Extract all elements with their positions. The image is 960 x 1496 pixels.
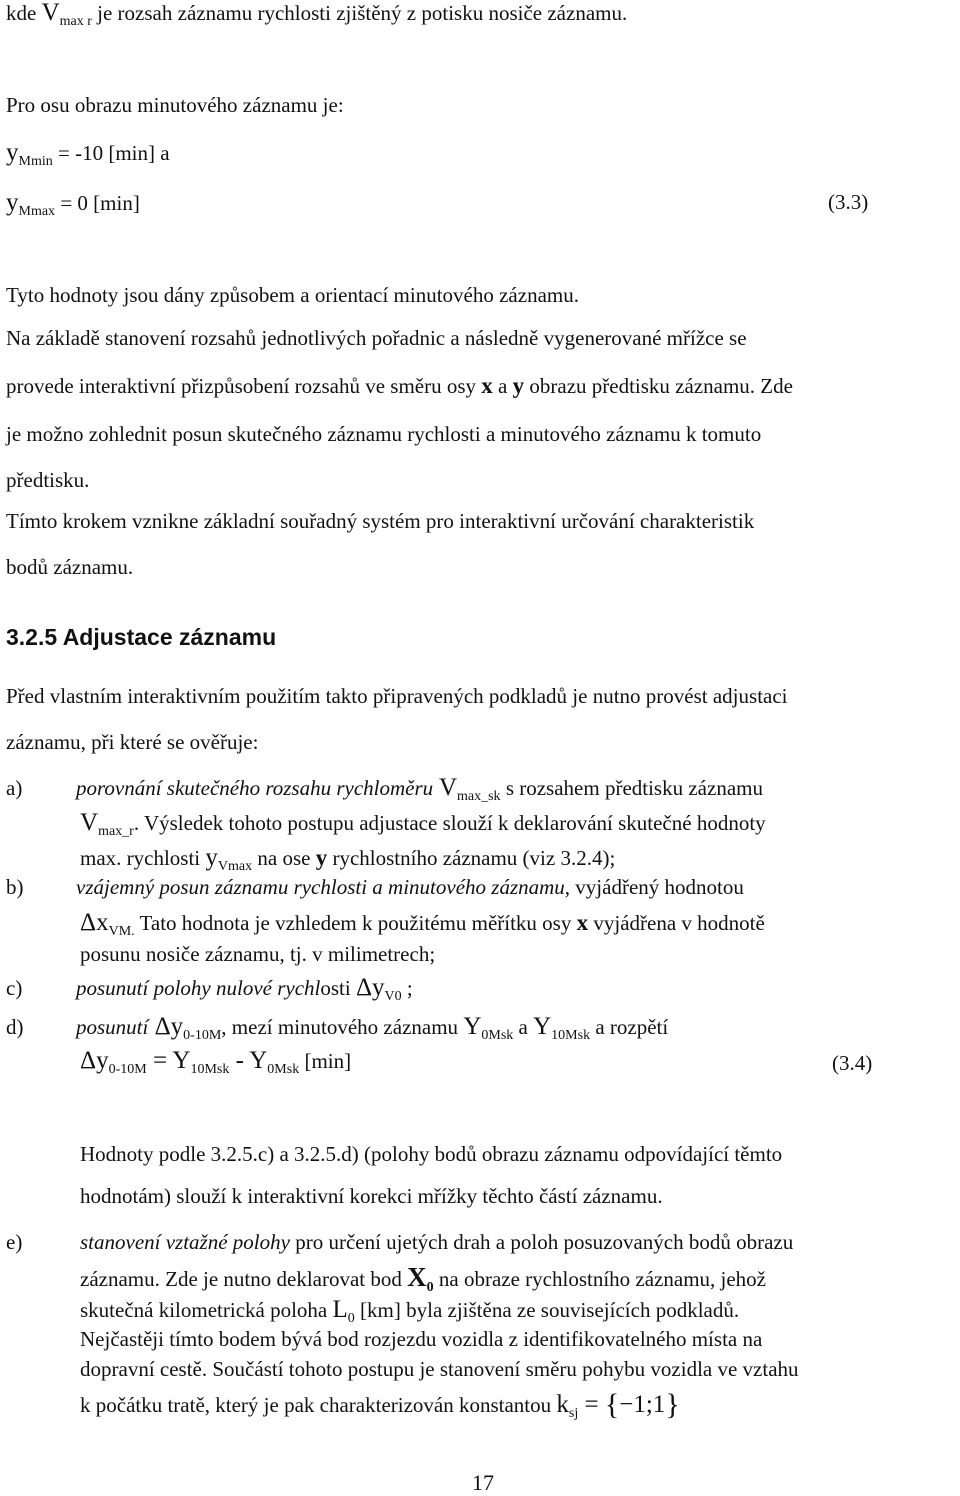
subscript: Mmin	[18, 154, 53, 169]
text: záznamu. Zde je nutno deklarovat bod	[80, 1267, 408, 1291]
text: rychlostního záznamu (viz 3.2.4);	[327, 846, 616, 870]
value: = -10 [min] a	[52, 141, 170, 165]
axis-x: x	[481, 373, 493, 398]
item-text	[76, 775, 763, 805]
subscript: max_r	[98, 824, 134, 839]
equals: =	[578, 1391, 605, 1418]
subscript: 0-10M	[183, 1028, 222, 1043]
value: = 0 [min]	[55, 191, 140, 215]
text: pro určení ujetých drah a poloh posuzovaných bodů obrazu	[289, 1230, 794, 1254]
subscript: V0	[384, 989, 402, 1004]
symbol-k: k	[556, 1391, 569, 1418]
list-item-b	[6, 874, 744, 900]
list-item-e-line4: Nejčastěji tímto bodem bývá bod rozjezdu vozidla z identifikovatelného místa na	[80, 1327, 763, 1351]
delta-symbol: Δy	[355, 974, 385, 1001]
list-label: e)	[6, 1230, 23, 1254]
page-number: 17	[472, 1470, 494, 1495]
list-label: d)	[6, 1015, 24, 1039]
list-item-a-line3	[80, 845, 615, 875]
text: k počátku tratě, který je pak charakterizován konstantou	[80, 1393, 557, 1417]
list-item-e-line3	[80, 1297, 739, 1327]
list-item-e-line2	[80, 1264, 766, 1296]
text: je rozsah záznamu rychlosti zjištěný z potisku nosiče záznamu.	[91, 1, 628, 25]
subscript: 0Msk	[481, 1028, 514, 1043]
list-item-e-line6	[80, 1390, 680, 1422]
delta-symbol: Δy	[80, 1047, 109, 1074]
symbol-v: V	[433, 774, 457, 801]
list-item-e	[6, 1229, 794, 1255]
item-text	[80, 1229, 793, 1255]
text: ;	[401, 976, 413, 1000]
text: obrazu předtisku záznamu. Zde	[524, 374, 793, 398]
paragraph-line: Tímto krokem vznikne základní souřadný systém pro interaktivní určování charakteristik	[6, 509, 755, 533]
paragraph-line: Na základě stanovení rozsahů jednotlivých pořadnic a následně vygenerované mřížce se	[6, 326, 747, 350]
axis-x: x	[576, 910, 589, 935]
subscript: Vmax	[217, 859, 253, 874]
text: , vyjádřený hodnotou	[564, 875, 744, 899]
item-text	[76, 1014, 668, 1044]
paragraph-line: Před vlastním interaktivním použitím takto připravených podkladů je nutno provést adjustaci	[6, 684, 788, 708]
text: na obraze rychlostního záznamu, jehož	[433, 1267, 767, 1291]
subscript: Mmax	[18, 204, 56, 219]
subscript: 10Msk	[190, 1062, 230, 1077]
item-text	[76, 874, 744, 900]
ymin-line	[6, 140, 170, 170]
paragraph-line: záznamu, při které se ověřuje:	[6, 730, 259, 754]
list-item-a	[6, 774, 763, 804]
note-line: Hodnoty podle 3.2.5.c) a 3.2.5.d) (polohy bodů obrazu záznamu odpovídající těmto	[80, 1142, 783, 1166]
subscript: max r	[59, 14, 92, 29]
subscript: 0Msk	[267, 1062, 300, 1077]
text: skutečná kilometrická poloha	[80, 1298, 333, 1322]
list-item-e-line5: dopravní cestě. Součástí tohoto postupu je stanovení směru pohybu vozidla ve vztahu	[80, 1357, 799, 1381]
equals-Y: = Y	[146, 1047, 191, 1074]
ymax-line	[6, 190, 140, 220]
text: a	[492, 374, 513, 398]
note-line: hodnotám) slouží k interaktivní korekci mřížky těchto částí záznamu.	[80, 1184, 663, 1208]
subscript: sj	[568, 1406, 579, 1421]
equation-number-3-4: (3.4)	[832, 1051, 873, 1075]
paragraph-line	[6, 373, 793, 399]
subscript: 10Msk	[551, 1028, 591, 1043]
intro-line	[6, 0, 627, 30]
subscript: VM.	[108, 924, 135, 939]
list-label: a)	[6, 776, 23, 800]
symbol-L: L	[332, 1296, 348, 1323]
emphasis: porovnání skutečného rozsahu rychloměru	[76, 776, 434, 800]
subscript: 0	[347, 1311, 355, 1326]
axis-intro: Pro osu obrazu minutového záznamu je:	[6, 93, 344, 117]
emphasis: posunutí	[76, 1015, 149, 1039]
text: kde	[6, 1, 42, 25]
list-label: b)	[6, 875, 24, 899]
text: [km] byla zjištěna ze souvisejících podkladů.	[354, 1298, 740, 1322]
equation-3-4	[80, 1048, 351, 1078]
equation-number-3-3: (3.3)	[828, 190, 869, 214]
list-item-b-line2	[80, 910, 765, 940]
paragraph-line: je možno zohlednit posun skutečného záznamu rychlosti a minutového záznamu k tomuto	[6, 422, 762, 446]
list-label: c)	[6, 976, 23, 1000]
set-values: −1;1	[619, 1391, 666, 1418]
emphasis: vzájemný posun záznamu rychlosti a minutového záznamu	[76, 875, 565, 899]
axis-y: y	[315, 845, 328, 870]
subscript: max_sk	[457, 789, 501, 804]
text: , mezí minutového záznamu	[221, 1015, 464, 1039]
unit: [min]	[299, 1049, 352, 1073]
paragraph-line: bodů záznamu.	[6, 555, 134, 579]
symbol-y: y	[205, 844, 218, 871]
paragraph-line: Tyto hodnoty jsou dány způsobem a orientací minutového záznamu.	[6, 283, 579, 307]
symbol-y: y	[6, 139, 19, 166]
axis-y: y	[512, 373, 525, 398]
point-X: X	[407, 1262, 427, 1292]
symbol-Y: Y	[463, 1013, 482, 1040]
delta-symbol: Δx	[80, 909, 109, 936]
text: na ose	[252, 846, 316, 870]
text: a	[513, 1015, 534, 1039]
symbol-Y: Y	[533, 1013, 552, 1040]
emphasis: stanovení vztažné polohy	[80, 1230, 290, 1254]
delta-symbol: Δy	[148, 1013, 184, 1040]
text: s rozsahem předtisku záznamu	[500, 776, 763, 800]
text: max. rychlosti	[80, 846, 206, 870]
list-item-b-line3: posunu nosiče záznamu, tj. v milimetrech;	[80, 942, 436, 966]
minus-Y: - Y	[229, 1047, 268, 1074]
subscript: 0	[426, 1280, 434, 1295]
item-text	[76, 975, 413, 1005]
text: a rozpětí	[590, 1015, 669, 1039]
text: vyjádřena v hodnotě	[588, 911, 765, 935]
text: provede interaktivní přizpůsobení rozsahů ve směru osy	[6, 374, 482, 398]
right-brace: }	[665, 1388, 680, 1421]
text: Tato hodnota je vzhledem k použitému měřítku osy	[134, 911, 577, 935]
text: osti	[320, 976, 356, 1000]
symbol-y: y	[6, 189, 19, 216]
list-item-a-line2	[80, 810, 766, 840]
symbol-v: V	[41, 0, 60, 26]
symbol-v: V	[80, 809, 99, 836]
left-brace: {	[604, 1388, 620, 1421]
text: . Výsledek tohoto postupu adjustace slouží k deklarování skutečné hodnoty	[133, 811, 766, 835]
emphasis: posunutí polohy nulové rychl	[76, 976, 321, 1000]
section-heading: 3.2.5 Adjustace záznamu	[6, 624, 277, 650]
paragraph-line: předtisku.	[6, 468, 90, 492]
subscript: 0-10M	[108, 1062, 147, 1077]
